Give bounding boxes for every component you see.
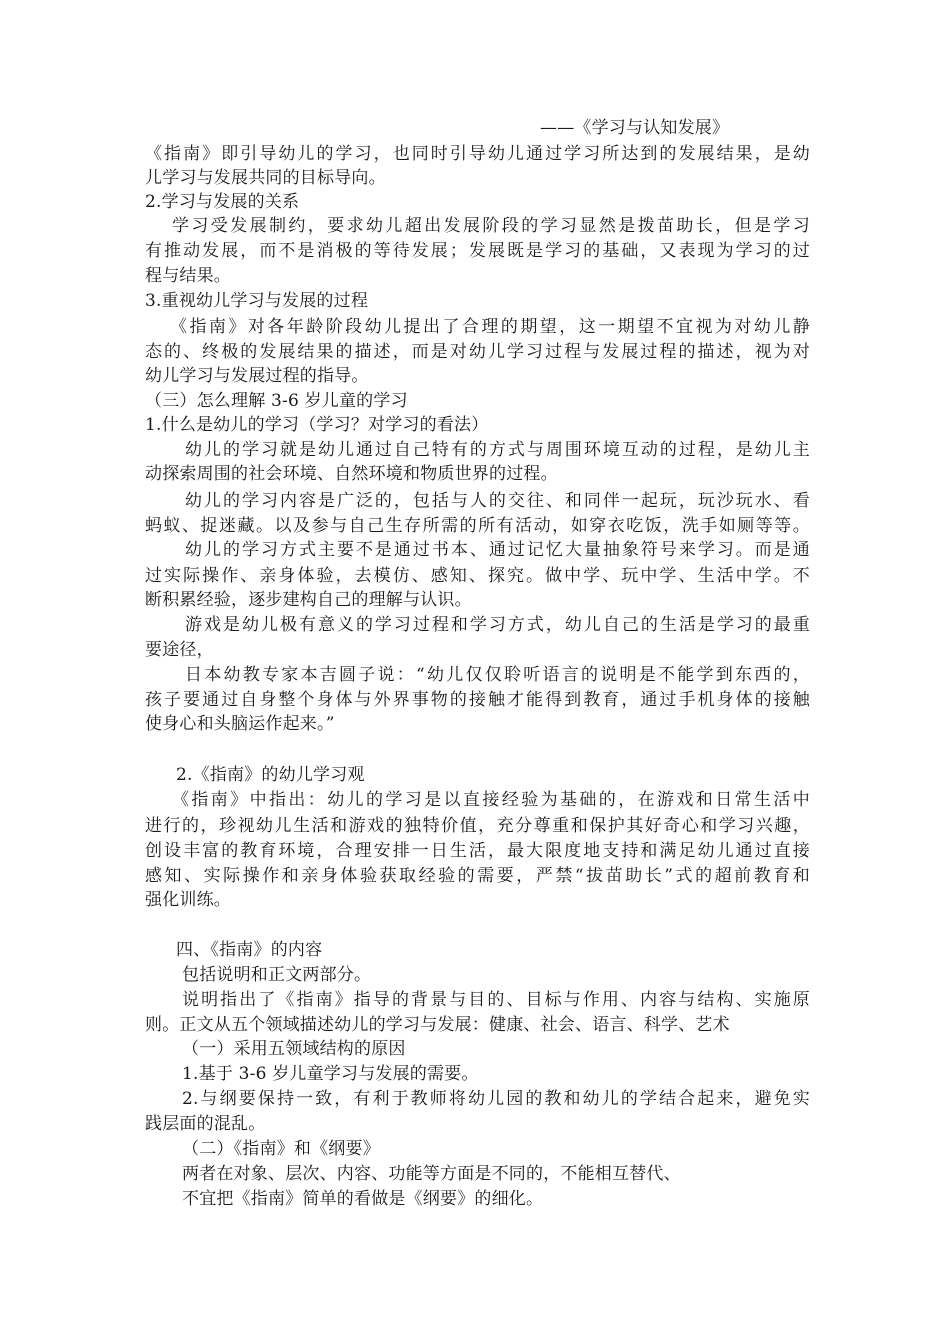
section-heading: （一）采用五领域结构的原因: [182, 1039, 406, 1059]
list-item: 1.基于 3-6 岁儿童学习与发展的需要。: [182, 1064, 479, 1084]
quote-line: 日本幼教专家本吉圆子说：“幼儿仅仅聆听语言的说明是不能学到东西的，: [185, 665, 810, 685]
paragraph-line: 要途径，: [145, 640, 214, 660]
paragraph-line: 进行的，珍视幼儿生活和游戏的独特价值，充分尊重和保护其好奇心和学习兴趣，: [145, 816, 810, 836]
paragraph-line: 有推动发展，而不是消极的等待发展；发展既是学习的基础，又表现为学习的过: [145, 241, 810, 261]
paragraph-line: 学习受发展制约，要求幼儿超出发展阶段的学习显然是拨苗助长，但是学习: [172, 216, 810, 236]
paragraph-line: 游戏是幼儿极有意义的学习过程和学习方式，幼儿自己的生活是学习的最重: [185, 615, 810, 635]
list-item: 2.与纲要保持一致，有利于教师将幼儿园的教和幼儿的学结合起来，避免实: [182, 1089, 810, 1109]
paragraph-line: 不宜把《指南》简单的看做是《纲要》的细化。: [182, 1189, 544, 1209]
paragraph-line: 动探索周围的社会环境、自然环境和物质世界的过程。: [145, 464, 558, 484]
section-heading: （三）怎么理解 3-6 岁儿童的学习: [145, 391, 408, 411]
paragraph-line: 幼儿学习与发展过程的指导。: [145, 366, 369, 386]
paragraph-line: 《指南》中指出：幼儿的学习是以直接经验为基础的，在游戏和日常生活中: [172, 790, 810, 810]
paragraph-line: 幼儿的学习内容是广泛的，包括与人的交往、和同伴一起玩，玩沙玩水、看: [185, 491, 810, 511]
paragraph-line: 《指南》即引导幼儿的学习，也同时引导幼儿通过学习所达到的发展结果，是幼: [145, 144, 810, 164]
paragraph-line: 过实际操作、亲身体验，去模仿、感知、探究。做中学、玩中学、生活中学。不: [145, 566, 810, 586]
section-heading: 1.什么是幼儿的学习（学习？对学习的看法）: [145, 415, 489, 435]
section-heading: 3.重视幼儿学习与发展的过程: [145, 291, 369, 311]
quote-attribution: ——《学习与认知发展》: [540, 118, 730, 138]
paragraph-line: 幼儿的学习就是幼儿通过自己特有的方式与周围环境互动的过程，是幼儿主: [185, 440, 810, 460]
paragraph-line: 幼儿的学习方式主要不是通过书本、通过记忆大量抽象符号来学习。而是通: [185, 540, 810, 560]
paragraph-line: 两者在对象、层次、内容、功能等方面是不同的，不能相互替代、: [182, 1164, 681, 1184]
paragraph-line: 强化训练。: [145, 890, 231, 910]
section-heading: 2.学习与发展的关系: [145, 192, 300, 212]
paragraph-line: 《指南》对各年龄阶段幼儿提出了合理的期望，这一期望不宜视为对幼儿静: [170, 317, 810, 337]
section-heading: （二）《指南》和《纲要》: [182, 1139, 380, 1159]
quote-line: 孩子要通过自身整个身体与外界事物的接触才能得到教育，通过手机身体的接触: [145, 690, 810, 710]
paragraph-line: 包括说明和正文两部分。: [182, 965, 372, 985]
paragraph-line: 程与结果。: [145, 266, 231, 286]
quote-line: 使身心和头脑运作起来。”: [145, 714, 335, 734]
paragraph-line: 说明指出了《指南》指导的背景与目的、目标与作用、内容与结构、实施原: [182, 990, 810, 1010]
paragraph-line: 蚂蚁、捉迷藏。以及参与自己生存所需的所有活动，如穿衣吃饭，洗手如厕等等。: [145, 516, 810, 536]
paragraph-line: 感知、实际操作和亲身体验获取经验的需要，严禁“拔苗助长”式的超前教育和: [145, 866, 810, 886]
paragraph-line: 践层面的混乱。: [145, 1114, 266, 1134]
paragraph-line: 态的、终极的发展结果的描述，而是对幼儿学习过程与发展过程的描述，视为对: [145, 342, 810, 362]
paragraph-line: 则。正文从五个领域描述幼儿的学习与发展：健康、社会、语言、科学、艺术: [145, 1015, 730, 1035]
section-heading: 四、《指南》的内容: [176, 940, 323, 960]
paragraph-line: 儿学习与发展共同的目标导向。: [145, 168, 386, 188]
paragraph-line: 断积累经验，逐步建构自己的理解与认识。: [145, 590, 472, 610]
section-heading: 2.《指南》的幼儿学习观: [176, 765, 365, 785]
paragraph-line: 创设丰富的教育环境，合理安排一日生活，最大限度地支持和满足幼儿通过直接: [145, 841, 810, 861]
